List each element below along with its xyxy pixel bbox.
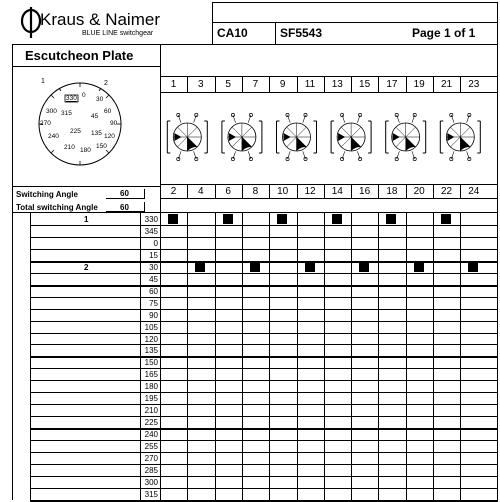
angle-label: 165 <box>144 370 158 380</box>
angle-label: 225 <box>144 418 158 428</box>
dial-position-1: 1 <box>41 78 45 85</box>
terminal-top-5: 5 <box>225 79 231 90</box>
table-row-divider <box>30 344 498 345</box>
terminal-bottom-10: 10 <box>277 186 289 197</box>
dial-180: 180 <box>80 147 91 154</box>
article-code: SF5543 <box>280 26 323 40</box>
product-code: CA10 <box>217 26 248 40</box>
angle-label: 210 <box>144 406 158 416</box>
contact-cam-icon <box>440 113 480 160</box>
table-row-divider <box>30 356 498 358</box>
table-row-divider <box>30 237 498 238</box>
angle-label: 345 <box>144 226 158 236</box>
position-label: 1 <box>84 215 89 224</box>
angle-label: 0 <box>153 238 158 248</box>
table-row-divider <box>30 285 498 287</box>
angle-label: 45 <box>149 274 158 284</box>
total-switching-angle-value: 60 <box>120 203 129 212</box>
terminal-bottom-24: 24 <box>468 186 480 197</box>
contact-cam-icon <box>386 113 426 160</box>
angle-label: 270 <box>144 454 158 463</box>
dial-270: 270 <box>40 120 51 127</box>
terminal-top-23: 23 <box>468 79 480 90</box>
table-row-divider <box>30 404 498 405</box>
table-row-divider <box>30 500 498 502</box>
terminal-bottom-14: 14 <box>331 186 343 197</box>
dial-150: 150 <box>96 143 107 150</box>
table-row-divider <box>30 476 498 477</box>
contact-cam-icon <box>277 113 317 160</box>
page-label: Page 1 of 1 <box>412 26 476 40</box>
terminal-top-19: 19 <box>413 79 425 90</box>
position-label: 2 <box>84 262 89 272</box>
angle-label: 120 <box>144 334 158 344</box>
contact-closed-mark <box>441 214 451 224</box>
angle-label: 15 <box>149 250 158 260</box>
logo-brand: Kraus & Naimer <box>40 10 160 29</box>
terminal-top-7: 7 <box>252 79 259 90</box>
table-row-divider <box>30 416 498 417</box>
angle-label: 300 <box>144 477 158 487</box>
dial-300: 300 <box>46 108 57 115</box>
logo-tagline: BLUE LINE switchgear <box>82 30 154 37</box>
contact-cam-icon <box>222 113 262 160</box>
contact-closed-mark <box>223 214 233 224</box>
contact-closed-mark <box>386 214 396 224</box>
dial-0: 0 <box>82 92 86 99</box>
contact-cam-icon <box>167 113 207 160</box>
dial-60: 60 <box>104 108 112 115</box>
table-row-divider <box>30 273 498 274</box>
table-row-divider <box>30 488 498 489</box>
dial-210: 210 <box>64 144 75 151</box>
contact-closed-mark <box>468 262 478 272</box>
angle-label: 150 <box>144 358 158 368</box>
dial-45: 45 <box>91 113 99 120</box>
contact-closed-mark <box>305 262 315 272</box>
table-row-divider <box>30 428 498 430</box>
angle-label: 90 <box>149 310 158 320</box>
table-row-divider <box>30 392 498 393</box>
terminal-bottom-6: 6 <box>225 186 231 197</box>
escutcheon-title: Escutcheon Plate <box>25 48 134 63</box>
dial-30: 30 <box>96 96 104 103</box>
contact-cam-icon <box>331 113 371 160</box>
contact-closed-mark <box>168 214 178 224</box>
dial-225: 225 <box>70 128 81 135</box>
dial-120: 120 <box>104 133 115 140</box>
terminal-top-1: 1 <box>170 79 177 90</box>
dial-90: 90 <box>110 120 118 127</box>
terminal-top-3: 3 <box>198 79 204 90</box>
table-row-divider <box>30 249 498 250</box>
angle-label: 135 <box>144 346 158 356</box>
terminal-top-17: 17 <box>386 79 398 90</box>
angle-label: 285 <box>144 465 158 475</box>
table-row-divider <box>30 380 498 381</box>
dial-position-2: 2 <box>104 80 108 87</box>
angle-label: 180 <box>144 382 158 392</box>
table-row-divider <box>30 464 498 465</box>
dial-135: 135 <box>91 130 102 137</box>
table-row-divider <box>30 321 498 322</box>
terminal-bottom-4: 4 <box>198 186 204 197</box>
terminal-top-21: 21 <box>440 79 453 90</box>
table-row-divider <box>30 297 498 298</box>
contact-closed-mark <box>332 214 342 224</box>
contact-symbols <box>160 92 498 184</box>
table-row-divider <box>30 309 498 310</box>
terminal-bottom-22: 22 <box>440 186 453 197</box>
angle-label: 75 <box>149 298 158 308</box>
contact-closed-mark <box>277 214 287 224</box>
terminal-top-15: 15 <box>359 79 371 90</box>
contact-closed-mark <box>250 262 260 272</box>
terminal-bottom-8: 8 <box>252 186 259 197</box>
angle-label: 195 <box>144 394 158 404</box>
terminal-top-13: 13 <box>331 79 343 90</box>
terminal-bottom-16: 16 <box>359 186 371 197</box>
angle-label: 105 <box>144 322 158 332</box>
angle-label: 255 <box>144 442 158 452</box>
table-row-divider <box>30 452 498 453</box>
terminal-top-11: 11 <box>304 79 316 90</box>
table-row-divider <box>30 440 498 441</box>
table-row-divider <box>30 225 498 226</box>
dial-330: 330 <box>66 95 77 102</box>
table-row-divider <box>30 333 498 334</box>
table-row-divider <box>30 261 498 263</box>
angle-label: 330 <box>144 215 158 224</box>
contact-closed-mark <box>195 262 205 272</box>
angle-label: 315 <box>144 489 158 499</box>
terminal-bottom-12: 12 <box>304 186 316 197</box>
angle-label: 30 <box>149 262 158 272</box>
contact-closed-mark <box>359 262 369 272</box>
switching-angle-label: Switching Angle <box>16 190 78 199</box>
contact-closed-mark <box>414 262 424 272</box>
switching-angle-value: 60 <box>120 189 129 198</box>
terminal-bottom-20: 20 <box>413 186 425 197</box>
table-row-divider <box>30 368 498 369</box>
terminal-bottom-2: 2 <box>170 186 177 197</box>
dial-240: 240 <box>48 133 59 140</box>
terminal-top-9: 9 <box>279 79 286 90</box>
total-switching-angle-label: Total switching Angle <box>16 203 98 212</box>
angle-label: 240 <box>144 430 158 440</box>
dial-315: 315 <box>61 110 72 117</box>
angle-label: 60 <box>149 286 158 296</box>
terminal-bottom-18: 18 <box>386 186 398 197</box>
